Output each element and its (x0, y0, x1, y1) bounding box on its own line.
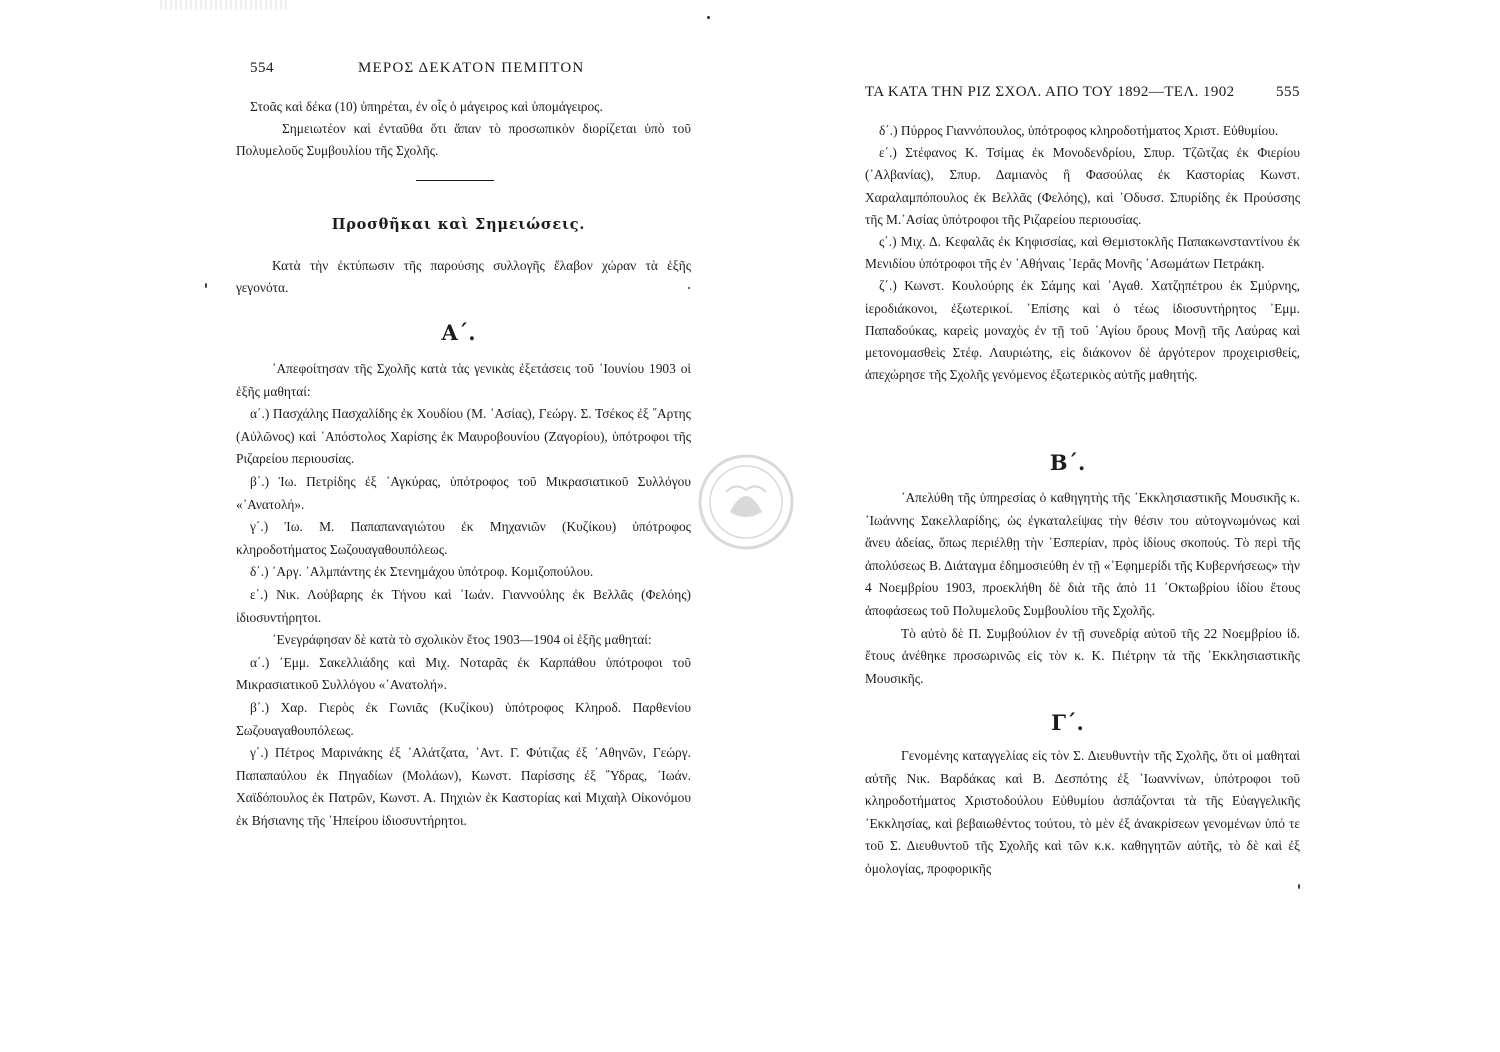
c-paragraph-1: Γενομένης καταγγελίας εἰς τὸν Σ. Διευθυντὴν τῆς Σχολῆς, ὅτι οἱ μαθηταὶ αὐτῆς Νικ. Βαρδάκας καὶ Β. Δεσπότης ἐξ ᾿Ιωαννίνων, ὑπότροφοι τοῦ κληροδοτήματος Χριστοδούλου Εὐθυμίου ἀσπάζονται τὰ τῆς Εὐαγγελικῆς ᾿Εκκλησίας, καὶ βεβαιωθέντος τούτου, τὸ μὲν ἐξ ἀνακρίσεων γενομένων ὑπό τε τοῦ Σ. Διευθυντοῦ τῆς Σχολῆς καὶ τῶν κ.κ. καθηγητῶν αὐτῆς, τὸ δὲ καὶ ἐξ ὁμολογίας, προφορικῆς (865, 748, 1300, 876)
section-a-text (236, 358, 691, 832)
section-a-heading: Α΄. (441, 320, 476, 345)
a-item-gamma: γ΄.) Ἰω. Μ. Παπαπαναγιώτου ἐκ Μηχανιῶν (Κυζίκου) ὑπότροφος κληροδοτήματος Σωζουαγαθουπόλεως. (236, 519, 691, 557)
left-top-text (236, 96, 691, 163)
b-paragraph-2: Τὸ αὐτὸ δὲ Π. Συμβούλιον ἐν τῇ συνεδρίᾳ αὐτοῦ τῆς 22 Νοεμβρίου ἰδ. ἔτους ἀνέθηκε προσωρινῶς εἰς τὸν κ. Κ. Πιέτρην τὰ τῆς ᾿Εκκλησιαστικῆς Μουσικῆς. (865, 625, 1300, 686)
right-item-delta: δ΄.) Πύρρος Γιαννόπουλος, ὑπότροφος κληροδοτήματος Χριστ. Εὐθυμίου. (879, 123, 1279, 138)
a-enrolled-gamma: γ΄.) Πέτρος Μαρινάκης ἐξ ᾿Αλάτζατα, ᾿Αντ. Γ. Φύτιζας ἐξ ᾿Αθηνῶν, Γεώργ. Παπαπαύλου ἐκ Πηγαδίων (Μολάων), Κωνστ. Παρίσσης ἐξ ῞Υδρας, ᾿Ιωάν. Χαϊδόπουλος ἐκ Πατρῶν, Κωνστ. Α. Πηχιὼν ἐκ Καστορίας καὶ Μιχαὴλ Οἰκονόμου ἐκ Βήσιανης τῆς ᾿Ηπείρου ἰδιοσυντήρητοι. (236, 745, 691, 828)
scan-speck (688, 287, 690, 289)
a-item-beta: β΄.) Ἰω. Πετρίδης ἐξ ᾿Αγκύρας, ὑπότροφος τοῦ Μικρασιατικοῦ Συλλόγου «᾿Ανατολή». (236, 473, 691, 512)
a-enrolled-alpha: α΄.) ᾿Εμμ. Σακελλιάδης καὶ Μιχ. Νοταρᾶς ἐκ Καρπάθου ὑπότροφοι τοῦ Μικρασιατικοῦ Συλλόγου «᾿Ανατολή». (236, 654, 691, 693)
right-item-stigma: ς΄.) Μιχ. Δ. Κεφαλᾶς ἐκ Κηφισσίας, καὶ Θεμιστοκλῆς Παπακωνσταντίνου ἐκ Μενιδίου ὑπότροφοι τῆς ἐν ᾿Αθήναις ῾Ιερᾶς Μονῆς ᾿Ασωμάτων Πετράκη. (865, 234, 1300, 272)
section-b-heading: Β΄. (1049, 450, 1086, 475)
left-page-number: 554 (250, 60, 274, 76)
right-page-number: 555 (1276, 84, 1300, 100)
a-paragraph-enrolled: ᾿Ενεγράφησαν δὲ κατὰ τὸ σχολικὸν ἔτος 1903—1904 οἱ ἑξῆς μαθηταί: (272, 632, 652, 648)
section-c-text (865, 745, 1300, 881)
right-item-epsilon: ε΄.) Στέφανος Κ. Τσίμας ἐκ Μονοδενδρίου, Σπυρ. Τζῶτζας ἐκ Φιερίου (᾿Αλβανίας), Σπυρ. Δαμιανὸς ἢ Φασούλας ἐκ Καστορίας Κωνστ. Χαραλαμπόπουλος ἐκ Βελλᾶς (Φελόης), καὶ ᾿Οδυσσ. Σπυρίδης ἐκ Προύσσης τῆς Μ.᾿Ασίας ὑπότροφοι τῆς Ριζαρείου περιουσίας. (865, 145, 1300, 227)
a-item-delta: δ΄.) ᾿Αργ. ᾿Αλμπάντης ἐκ Στενημάχου ὑπότροφ. Κομιζοπούλου. (250, 564, 594, 580)
left-top-paragraph-1: Στοᾶς καὶ δέκα (10) ὑπηρέται, ἐν οἷς ὁ μάγειρος καὶ ὑπομάγειρος. (250, 99, 603, 114)
b-paragraph-1: ᾿Απελύθη τῆς ὑπηρεσίας ὁ καθηγητὴς τῆς ᾿Εκκλησιαστικῆς Μουσικῆς κ. ᾿Ιωάννης Σακελλαρίδης, ὡς ἐγκαταλείψας τὴν θέσιν του αὐτογνωμόνως καὶ ἄνευ ἀδείας, ὅπως περιέλθῃ τὴν ῾Εσπερίαν, πρὸς ἰδίους σκοπούς. Τὸ περὶ τῆς ἀπολύσεως Β. Διάταγμα ἐδημοσιεύθη ἐν τῇ «᾿Εφημερίδι τῆς Κυβερνήσεως» τὴν 4 Νοεμβρίου 1903, προεκλήθη δὲ διὰ τῆς ἀπὸ 11 ᾿Οκτωβρίου ἰδίου ἔτους ἀποφάσεως τοῦ Πολυμελοῦς Συμβουλίου τῆς Σχολῆς. (865, 490, 1300, 618)
right-top-text (865, 120, 1300, 386)
right-running-title: ΤΑ ΚΑΤΑ ΤΗΝ ΡΙΖ ΣΧΟΛ. ΑΠΟ ΤΟΥ 1892—ΤΕΛ. 1902 (865, 84, 1235, 100)
section-b-text (865, 487, 1300, 690)
scan-edge-artifact (160, 0, 290, 10)
right-item-zeta: ζ΄.) Κωνστ. Κουλούρης ἐκ Σάμης καὶ ᾿Αγαθ. Χατζηπέτρου ἐκ Σμύρνης, ἱεροδιάκονοι, ἐξωτερικοί. ᾿Επίσης καὶ ὁ τέως ἰδιοσυντήρητος ᾿Εμμ. Παπαδούκας, καρεὶς μοναχὸς ἐν τῇ τοῦ ῾Αγίου ὄρους Μονῇ τῆς Λαύρας καὶ μετονομασθεὶς Στέφ. Λαυριώτης, εἰς διάκονον δὲ ἀργότερον προχειρισθείς, ἀπεχώρησε τῆς Σχολῆς γενόμενος ἐξωτερικὸς αὐτῆς μαθητής. (865, 278, 1300, 383)
a-item-alpha: α΄.) Πασχάλης Πασχαλίδης ἐκ Χουδίου (Μ. ᾿Ασίας), Γεώργ. Σ. Τσέκος ἐξ ῎Αρτης (Αὐλῶνος) καὶ ᾿Απόστολος Χαρίσης ἐκ Μαυροβουνίου (Ζαγορίου), ὑπότροφοι τῆς Ριζαρείου περιουσίας. (236, 406, 691, 467)
section-c-heading: Γ΄. (1051, 710, 1084, 735)
library-seal-icon (696, 452, 796, 552)
intro-paragraph: Κατὰ τὴν ἐκτύπωσιν τῆς παρούσης συλλογῆς ἔλαβον χώραν τὰ ἑξῆς γεγονότα. (236, 258, 691, 296)
a-item-epsilon: ε΄.) Νικ. Λούβαρης ἐκ Τήνου καὶ ᾿Ιωάν. Γιαννούλης ἐκ Βελλᾶς (Φελόης) ἰδιοσυντήρητοι. (236, 586, 691, 625)
scan-speck (1298, 884, 1300, 889)
scan-speck (205, 283, 207, 288)
left-running-title: ΜΕΡΟΣ ΔΕΚΑΤΟΝ ΠΕΜΠΤΟΝ (358, 60, 585, 76)
left-top-paragraph-2: Σημειωτέον καὶ ἐνταῦθα ὅτι ἅπαν τὸ προσωπικὸν διορίζεται ὑπὸ τοῦ Πολυμελοῦς Συμβουλίου τῆς Σχολῆς. (236, 121, 691, 159)
a-paragraph-1: ᾿Απεφοίτησαν τῆς Σχολῆς κατὰ τὰς γενικὰς ἐξετάσεις τοῦ ᾿Ιουνίου 1903 οἱ ἑξῆς μαθηταί: (236, 361, 691, 399)
left-intro-text (236, 255, 691, 299)
section-title: Προσθῆκαι καὶ Σημειώσεις. (331, 216, 586, 233)
a-enrolled-beta: β΄.) Χαρ. Γιερὸς ἐκ Γωνιᾶς (Κυζίκου) ὑπότροφος Κληροδ. Παρθενίου Σωζουαγαθουπόλεως. (236, 699, 691, 738)
scan-speck (707, 16, 710, 19)
section-divider (416, 180, 494, 181)
